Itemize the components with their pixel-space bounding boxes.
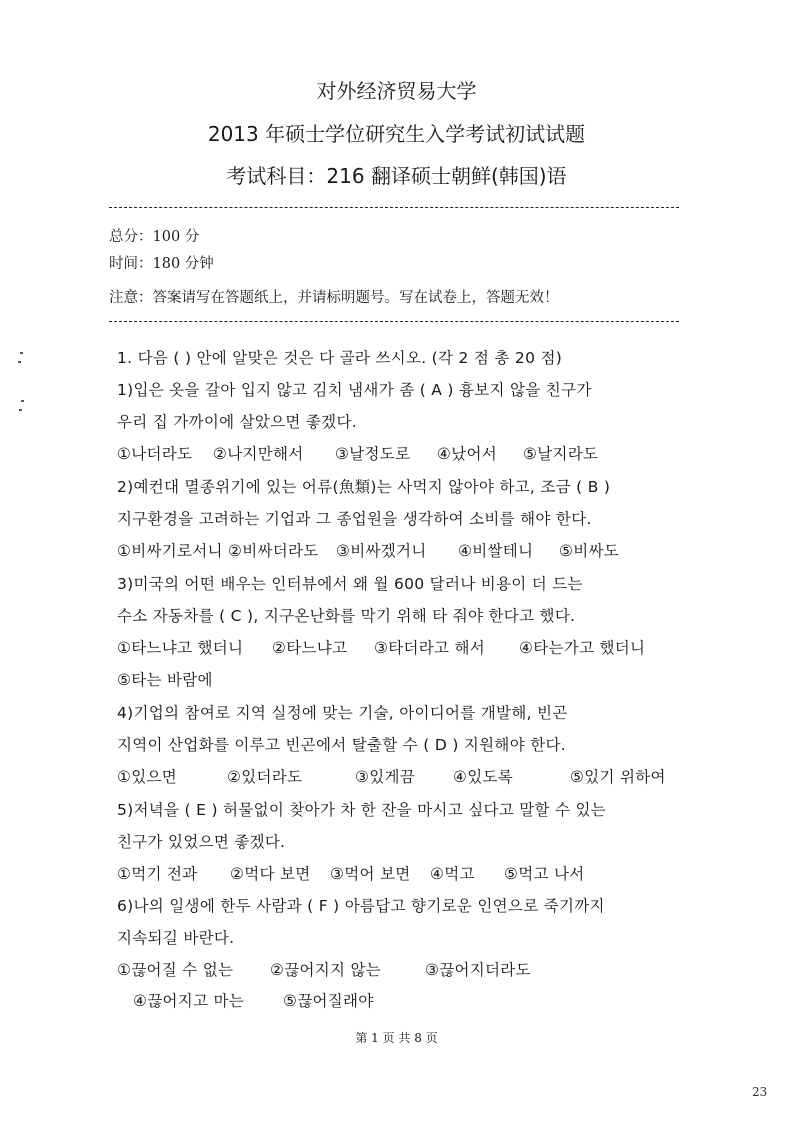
question-3-options (117, 636, 645, 658)
divider-bottom (109, 321, 679, 322)
option: ④끊어지고 마는 (133, 992, 245, 1010)
option: ④있도록 (453, 768, 514, 786)
question-5-options (117, 862, 585, 884)
option: ④났어서 (437, 445, 498, 463)
option: ⑤끊어질래야 (283, 992, 374, 1010)
sheet-number: 23 (752, 1085, 768, 1099)
question-1-line-1: 1)입은 옷을 갈아 입지 않고 김치 냄새가 좀 ( A ) 흉보지 않을 친구가 (117, 381, 592, 399)
option: ③끊어지더라도 (425, 961, 531, 979)
question-3-line-2: 수소 자동차를 ( C ), 지구온난화를 막기 위해 타 줘야 한다고 했다. (117, 607, 576, 625)
question-6-options (117, 958, 531, 980)
option: ①끊어질 수 없는 (117, 961, 234, 979)
question-6-line-1: 6)나의 일생에 한두 사람과 ( F ) 아름답고 향기로운 인연으로 죽기까지 (117, 897, 605, 915)
question-4-line-1: 4)기업의 참여로 지역 실정에 맞는 기술, 아이디어를 개발해, 빈곤 (117, 704, 568, 722)
option: ⑤비싸도 (559, 542, 620, 560)
option: ③날정도로 (335, 445, 411, 463)
option: ①타느냐고 했더니 (117, 639, 244, 657)
scan-speck (19, 409, 22, 411)
option: ②끊어지지 않는 (270, 961, 382, 979)
option: ②비싸더라도 (228, 542, 319, 560)
option: ③있게끔 (355, 768, 416, 786)
option: ①먹기 전과 (117, 865, 198, 883)
option: ③타더라고 해서 (374, 639, 486, 657)
question-4-line-2: 지역이 산업화를 이루고 빈곤에서 탈출할 수 ( D ) 지원해야 한다. (117, 736, 566, 754)
university-title: 对外经济贸易大学 (316, 79, 477, 103)
exam-time: 时间：180 分钟 (109, 256, 214, 272)
option: ②있더라도 (227, 768, 303, 786)
question-6-line-2: 지속되길 바란다. (117, 929, 235, 947)
option: ①비싸기로서니 (117, 542, 223, 560)
option: ④먹고 (430, 865, 475, 883)
option: ②타느냐고 (272, 639, 348, 657)
section-instruction: 1. 다음 ( ) 안에 알맞은 것은 다 골라 쓰시오. (각 2 점 총 20 점) (117, 349, 563, 367)
option: ⑤날지라도 (523, 445, 599, 463)
question-4-options (117, 765, 666, 787)
option: ④비쌀테니 (458, 542, 534, 560)
divider-top (109, 207, 679, 208)
question-2-line-2: 지구환경을 고려하는 기업과 그 종업원을 생각하여 소비를 해야 한다. (117, 510, 592, 528)
option: ③비싸겠거니 (336, 542, 427, 560)
question-1-options (117, 442, 598, 464)
question-2-line-1: 2)예컨대 멸종위기에 있는 어류(魚類)는 사먹지 않아야 하고, 조금 ( B ) (117, 478, 611, 496)
exam-subject: 考试科目：216 翻译硕士朝鲜(韩国)语 (226, 164, 567, 188)
question-5-line-2: 친구가 있었으면 좋겠다. (117, 833, 286, 851)
question-6-options-line-2 (133, 989, 374, 1011)
total-score: 总分：100 分 (109, 229, 200, 245)
scan-speck (18, 361, 21, 363)
option: ①있으면 (117, 768, 178, 786)
scan-speck (20, 352, 23, 354)
option: ②먹다 보면 (230, 865, 311, 883)
page-info: 第 1 页 共 8 页 (355, 1031, 438, 1045)
exam-title: 2013 年硕士学位研究生入学考试初试试题 (207, 122, 586, 146)
question-3-options-line-2: ⑤타는 바람에 (117, 671, 213, 689)
question-1-line-2: 우리 집 가까이에 살았으면 좋겠다. (117, 413, 357, 431)
scan-speck (21, 400, 24, 402)
option: ①나더라도 (117, 445, 193, 463)
exam-notice: 注意：答案请写在答题纸上，并请标明题号。写在试卷上，答题无效！ (109, 290, 559, 306)
option: ⑤있기 위하여 (570, 768, 666, 786)
option: ②나지만해서 (213, 445, 304, 463)
option: ③먹어 보면 (330, 865, 411, 883)
question-3-line-1: 3)미국의 어떤 배우는 인터뷰에서 왜 월 600 달러나 비용이 더 드는 (117, 575, 583, 593)
option: ⑤먹고 나서 (504, 865, 585, 883)
question-2-options (117, 539, 619, 561)
question-5-line-1: 5)저녁을 ( E ) 허물없이 찾아가 차 한 잔을 마시고 싶다고 말할 수 있는 (117, 801, 607, 819)
option: ④타는가고 했더니 (519, 639, 646, 657)
